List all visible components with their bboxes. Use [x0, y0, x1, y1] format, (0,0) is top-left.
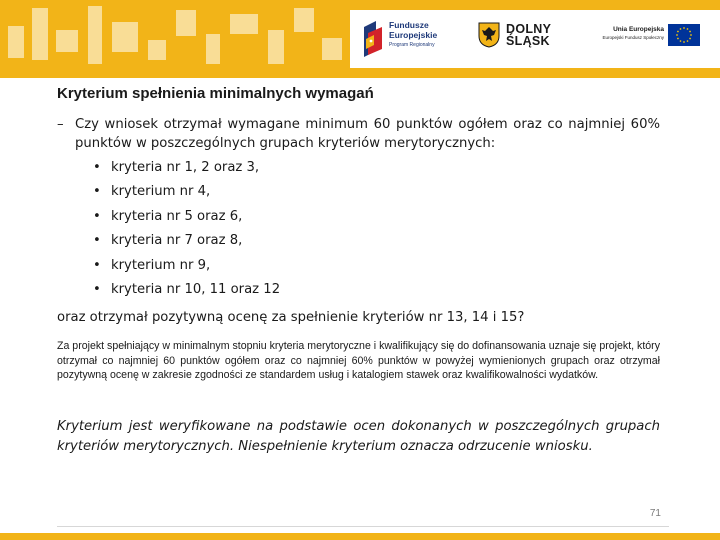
dolny-slask-text [506, 23, 586, 47]
criteria-item: • kryteria nr 1, 2 oraz 3, [93, 158, 280, 182]
decor-square [8, 26, 24, 58]
eu-star [677, 31, 679, 33]
question-text: Czy wniosek otrzymał wymagane minimum 60 punktów ogółem oraz co najmniej 60% punktów w poszczególnych grupach kryteriów merytorycznych: [75, 117, 660, 151]
question-dash: – [57, 117, 64, 132]
criteria-item: • kryteria nr 5 oraz 6, [93, 207, 280, 231]
eu-star [687, 40, 689, 42]
decor-square [230, 14, 258, 34]
footer-divider [57, 526, 669, 527]
ue-line1: Unia Europejska [613, 26, 664, 33]
criteria-item: • kryteria nr 10, 11 oraz 12 [93, 280, 280, 304]
verification-text: Kryterium jest weryfikowane na podstawie ocen dokonanych w poszczególnych grupach kryteriów merytorycznych. Niespełnienie kryterium oznacza odrzucenie wniosku. [57, 419, 660, 454]
decor-square [206, 34, 220, 64]
eu-star [689, 38, 691, 40]
decor-square [112, 22, 138, 52]
page-number: 71 [649, 508, 661, 519]
dolny-slask-line2: ŚLĄSK [506, 34, 550, 48]
eu-star [687, 28, 689, 30]
fundusze-europejskie-icon [362, 19, 384, 59]
logo-strip [350, 10, 720, 68]
eu-star [677, 38, 679, 40]
eu-star [689, 31, 691, 33]
eu-flag-icon [668, 24, 700, 46]
eligibility-note: Za projekt spełniający w minimalnym stopniu kryteria merytoryczne i kwalifikujący się do dofinansowania uznaje się projekt, który otrzymał co najmniej 60 punktów ogółem oraz co najmniej 60% punktów w powyżej wymienionych grupach oraz otrzymał pozytywną ocenę w zakresie zgodności ze standardem usług i katalogiem stawek oraz kwalifikowalności wydatków. [57, 340, 660, 381]
header-band [0, 0, 720, 78]
eu-star [690, 34, 692, 36]
decor-square [148, 40, 166, 60]
criteria-item: • kryteria nr 7 oraz 8, [93, 231, 280, 255]
decor-square [32, 8, 48, 60]
eu-star [680, 40, 682, 42]
eagle-crest-icon [478, 22, 500, 48]
decor-square [322, 38, 342, 60]
footer-band [0, 533, 720, 540]
fundusze-line3: Program Regionalny [389, 42, 435, 48]
eu-star [683, 27, 685, 29]
criteria-item: • kryterium nr 9, [93, 256, 280, 280]
decor-square [176, 10, 196, 36]
fundusze-line1: Fundusze [389, 20, 429, 30]
criterion-question [57, 115, 660, 153]
ue-line2: Europejski Fundusz Społeczny [602, 35, 664, 40]
eu-star [680, 28, 682, 30]
decor-square [268, 30, 284, 64]
criteria-list [93, 158, 280, 304]
fundusze-line2: Europejskie [389, 30, 438, 40]
criteria-item: • kryterium nr 4, [93, 182, 280, 206]
decor-square [56, 30, 78, 52]
question-continuation: oraz otrzymał pozytywną ocenę za spełnienie kryteriów nr 13, 14 i 15? [57, 310, 525, 325]
eu-star [683, 41, 685, 43]
dolny-slask-line1: DOLNY [506, 22, 552, 36]
eu-star [676, 34, 678, 36]
slide-title: Kryterium spełnienia minimalnych wymagań [57, 85, 374, 102]
decor-square [88, 6, 102, 64]
decor-square [294, 8, 314, 32]
ue-text [588, 25, 664, 41]
